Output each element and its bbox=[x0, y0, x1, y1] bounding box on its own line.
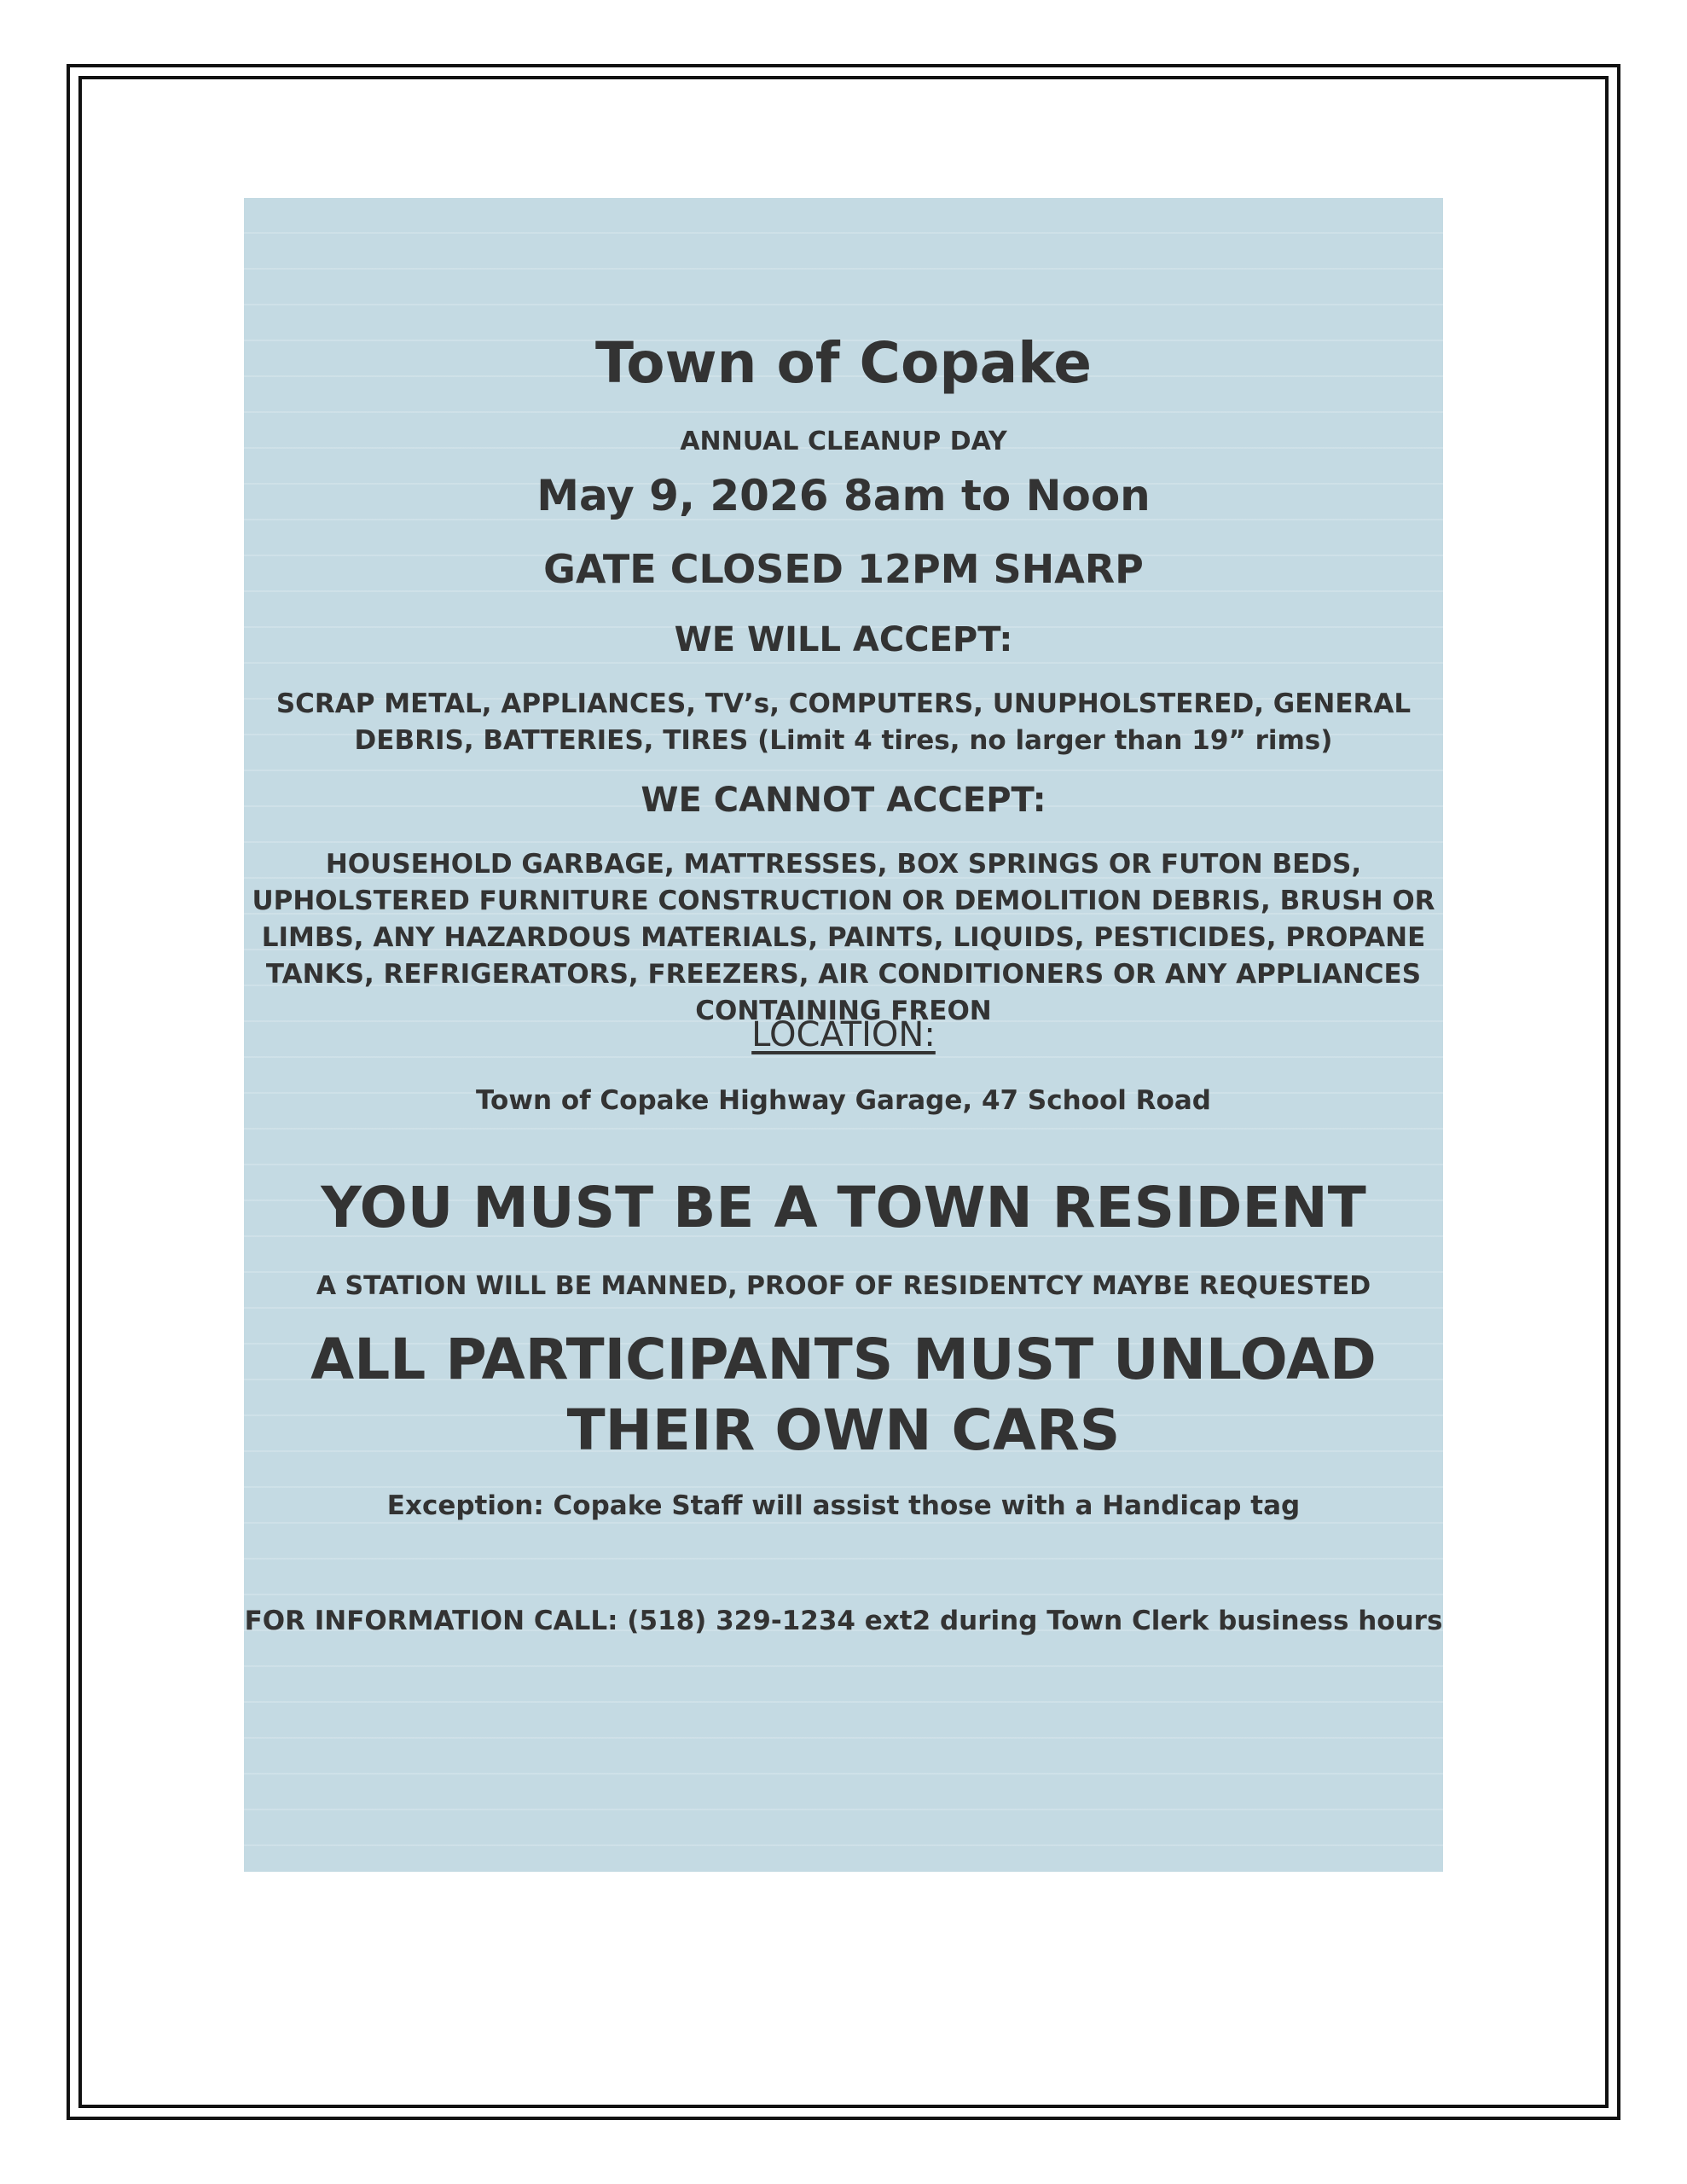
flyer-title: Town of Copake bbox=[594, 330, 1092, 396]
flyer-subtitle: ANNUAL CLEANUP DAY bbox=[680, 427, 1007, 456]
info-contact: FOR INFORMATION CALL: (518) 329-1234 ext2 during Town Clerk business hours bbox=[244, 1606, 1443, 1636]
station-notice: A STATION WILL BE MANNED, PROOF OF RESIDENTCY MAYBE REQUESTED bbox=[316, 1271, 1371, 1301]
location-heading: LOCATION: bbox=[751, 1015, 936, 1054]
unload-notice: ALL PARTICIPANTS MUST UNLOAD THEIR OWN CARS bbox=[310, 1327, 1377, 1463]
accept-heading: WE WILL ACCEPT: bbox=[674, 620, 1013, 659]
cannot-items: HOUSEHOLD GARBAGE, MATTRESSES, BOX SPRINGS OR FUTON BEDS, UPHOLSTERED FURNITURE CONSTRUCTION OR DEMOLITION DEBRIS, BRUSH OR LIMBS, ANY HAZARDOUS MATERIALS, PAINTS, LIQUIDS, PESTICIDES, PROPANE TANKS, REFRIGERATORS, FREEZERS, AIR CONDITIONERS OR ANY APPLIANCES CONTAINING FREON bbox=[252, 849, 1435, 1026]
accept-items: SCRAP METAL, APPLIANCES, TV’s, COMPUTERS, UNUPHOLSTERED, GENERAL DEBRIS, BATTERIES, TIRES (Limit 4 tires, no larger than 19” rims) bbox=[275, 688, 1412, 756]
gate-notice: GATE CLOSED 12PM SHARP bbox=[543, 546, 1144, 592]
flyer-panel bbox=[244, 198, 1443, 1872]
exception-note: Exception: Copake Staff will assist those with a Handicap tag bbox=[386, 1490, 1301, 1521]
location-heading-wrap bbox=[244, 1015, 1443, 1054]
cannot-heading: WE CANNOT ACCEPT: bbox=[641, 781, 1046, 820]
resident-notice: YOU MUST BE A TOWN RESIDENT bbox=[321, 1175, 1366, 1240]
event-date: May 9, 2026 8am to Noon bbox=[536, 471, 1151, 520]
location-address: Town of Copake Highway Garage, 47 School Road bbox=[476, 1085, 1211, 1116]
